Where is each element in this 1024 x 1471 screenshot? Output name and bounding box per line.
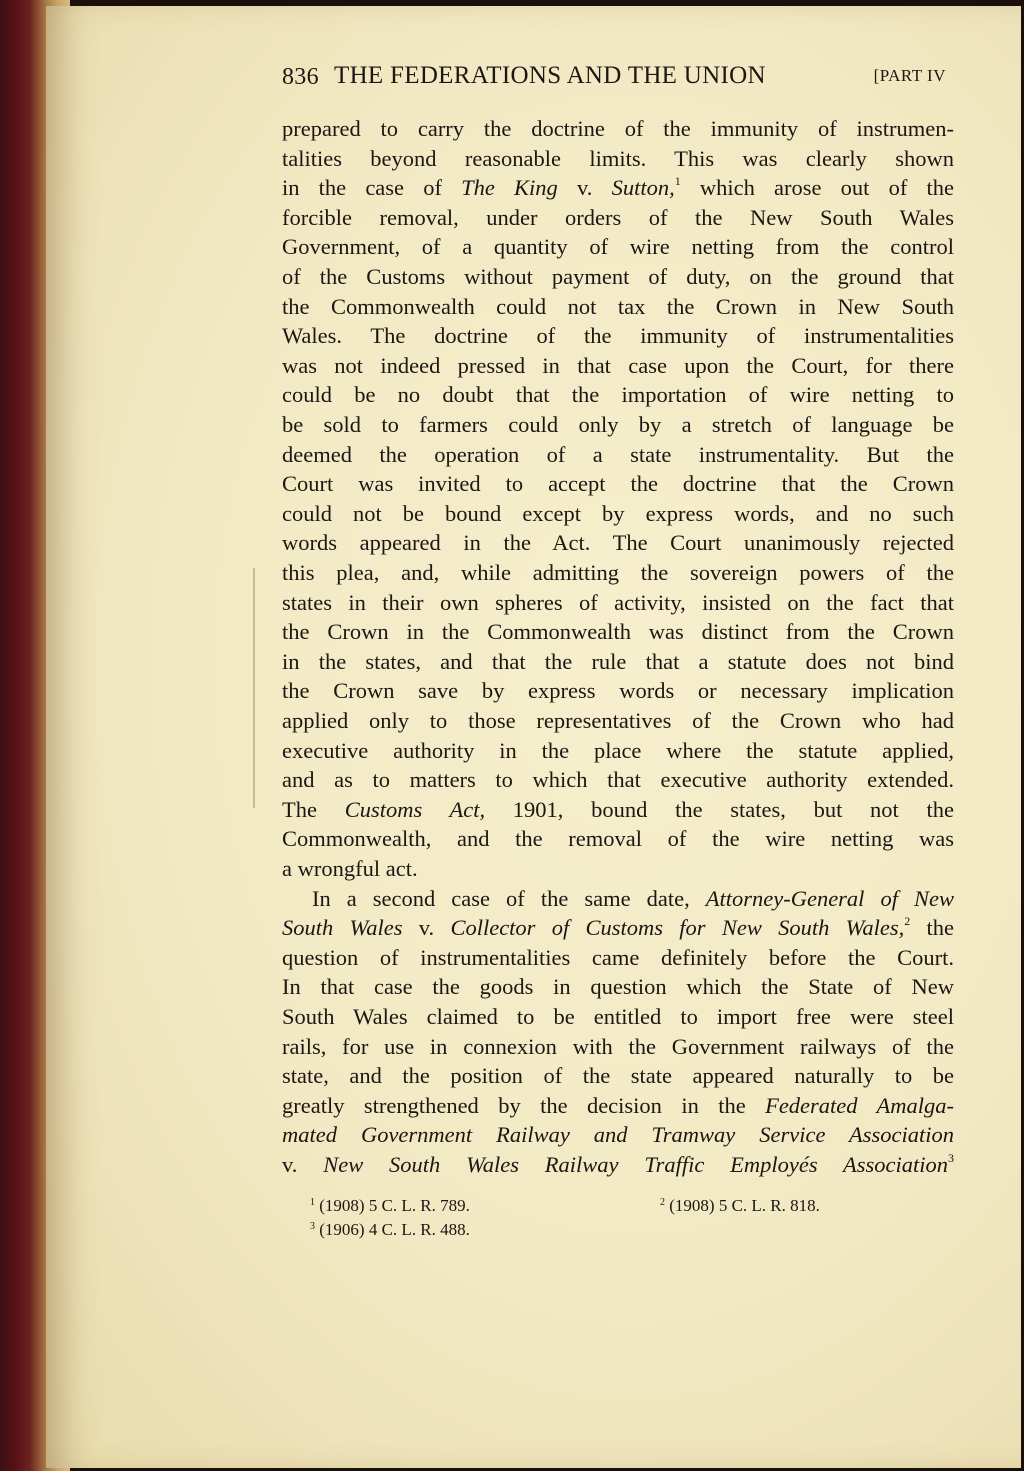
body-line: in the states, and that the rule that a statute does not bind bbox=[282, 648, 954, 674]
body-line: prepared to carry the doctrine of the immunity of instrumen- bbox=[282, 116, 954, 141]
body-line: the Crown in the Commonwealth was distinct from the Crown bbox=[282, 619, 954, 645]
body-line: rails, for use in connexion with the Government railways of the bbox=[282, 1033, 954, 1059]
footnote bbox=[310, 1220, 470, 1240]
body-line: words appeared in the Act. The Court unanimously rejected bbox=[282, 530, 954, 556]
footnote-mark: 1 bbox=[310, 1197, 315, 1208]
body-line: mated Government Railway and Tramway Service Association bbox=[282, 1122, 954, 1148]
body-line: forcible removal, under orders of the New South Wales bbox=[282, 204, 954, 230]
body-line: South Wales v. Collector of Customs for New South Wales,$^2$ the bbox=[282, 914, 954, 941]
footnote-mark: 3 bbox=[310, 1221, 315, 1232]
body-line: In that case the goods in question which the State of New bbox=[282, 974, 954, 1000]
body-line: South Wales claimed to be entitled to import free were steel bbox=[282, 1004, 954, 1029]
footnote-text: (1906) 4 C. L. R. 488. bbox=[315, 1220, 470, 1239]
body-line: In a second case of the same date, Attorney-General of New bbox=[312, 885, 954, 911]
body-line: of the Customs without payment of duty, on the ground that bbox=[282, 264, 954, 289]
margin-pencil-mark bbox=[253, 568, 255, 808]
footnote-text: (1908) 5 C. L. R. 789. bbox=[315, 1196, 470, 1215]
body-line: Court was invited to accept the doctrine that the Crown bbox=[282, 471, 954, 497]
body-line: talities beyond reasonable limits. This was clearly shown bbox=[282, 145, 954, 171]
body-line: the Commonwealth could not tax the Crown in New South bbox=[282, 293, 954, 319]
body-line: Government, of a quantity of wire netting from the control bbox=[282, 234, 954, 260]
body-line: v. New South Wales Railway Traffic Employés Association$^3$ bbox=[282, 1151, 954, 1177]
body-line: could be no doubt that the importation of wire netting to bbox=[282, 382, 954, 408]
body-line: this plea, and, while admitting the sovereign powers of the bbox=[282, 560, 954, 585]
footnote bbox=[310, 1196, 470, 1216]
page-number: 836 bbox=[282, 64, 319, 90]
body-line: was not indeed pressed in that case upon the Court, for there bbox=[282, 352, 954, 378]
body-line: applied only to those representatives of the Crown who had bbox=[282, 708, 954, 733]
body-line: The Customs Act, 1901, bound the states, but not the bbox=[282, 796, 954, 822]
body-line: a wrongful act. bbox=[282, 856, 418, 881]
body-line: states in their own spheres of activity, insisted on the fact that bbox=[282, 589, 954, 615]
body-line: in the case of The King v. Sutton,$^1$ which arose out of the bbox=[282, 174, 954, 201]
body-line: deemed the operation of a state instrumentality. But the bbox=[282, 441, 954, 467]
body-line: greatly strengthened by the decision in the Federated Amalga- bbox=[282, 1092, 955, 1118]
running-title: THE FEDERATIONS AND THE UNION bbox=[334, 62, 766, 89]
body-line: the Crown save by express words or necessary implication bbox=[282, 678, 954, 704]
body-line: and as to matters to which that executive authority extended. bbox=[282, 767, 954, 793]
footnote-text: (1908) 5 C. L. R. 818. bbox=[665, 1196, 820, 1215]
footnote bbox=[660, 1196, 820, 1216]
body-line: question of instrumentalities came definitely before the Court. bbox=[282, 944, 954, 970]
footnote-mark: 2 bbox=[660, 1197, 665, 1208]
body-line: executive authority in the place where the statute applied, bbox=[282, 737, 954, 763]
body-line: Commonwealth, and the removal of the wire netting was bbox=[282, 826, 954, 852]
part-label: [PART IV bbox=[873, 66, 946, 85]
body-line: Wales. The doctrine of the immunity of instrumentalities bbox=[282, 323, 954, 349]
page-header bbox=[282, 62, 948, 98]
body-line: state, and the position of the state appeared naturally to be bbox=[282, 1063, 954, 1089]
body-line: be sold to farmers could only by a stretch of language be bbox=[282, 412, 954, 437]
body-line: could not be bound except by express words, and no such bbox=[282, 500, 954, 526]
